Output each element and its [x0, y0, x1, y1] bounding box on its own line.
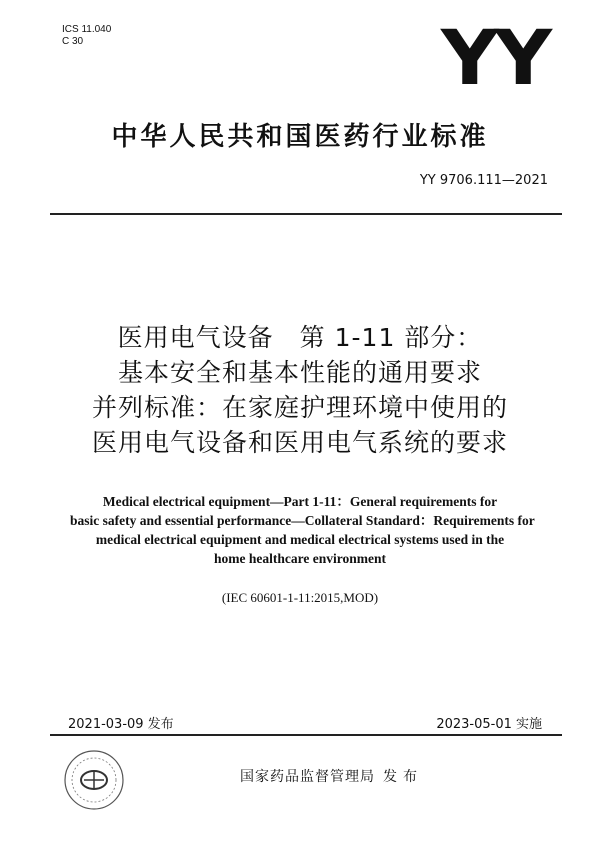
- chinese-title-line: 基本安全和基本性能的通用要求: [117, 358, 482, 387]
- english-title: [70, 492, 535, 568]
- issuing-authority: 国家药品监督管理局: [240, 769, 375, 785]
- english-title-line: home healthcare environment: [214, 551, 386, 566]
- bottom-divider: [50, 734, 562, 736]
- chinese-title: [0, 320, 600, 460]
- top-divider: [50, 213, 562, 215]
- implement-date: 2023-05-01 实施: [436, 717, 542, 732]
- english-title-line: Medical electrical equipment—Part 1-11：General requirements for: [102, 494, 498, 509]
- english-title-line: basic safety and essential performance—Collateral Standard：Requirements for: [70, 513, 535, 528]
- ccs-code: C 30: [62, 36, 84, 47]
- adoption-reference: (IEC 60601-1-11:2015,MOD): [221, 590, 379, 605]
- organization-title: 中华人民共和国医药行业标准: [111, 122, 489, 152]
- chinese-title-line: 医用电气设备 第 1-11 部分：: [117, 323, 483, 352]
- yy-logo: YY: [440, 13, 548, 102]
- standard-number: YY 9706.111—2021: [419, 173, 548, 188]
- certification-seal-icon: [62, 748, 126, 812]
- chinese-title-line: 医用电气设备和医用电气系统的要求: [91, 428, 508, 457]
- english-title-line: medical electrical equipment and medical electrical systems used in the: [95, 532, 505, 547]
- issue-label: 发布: [383, 769, 423, 785]
- ics-code: ICS 11.040: [62, 24, 112, 35]
- publish-date: 2021-03-09 发布: [68, 717, 174, 732]
- chinese-title-line: 并列标准：在家庭护理环境中使用的: [91, 393, 508, 422]
- classification-codes: [62, 24, 111, 48]
